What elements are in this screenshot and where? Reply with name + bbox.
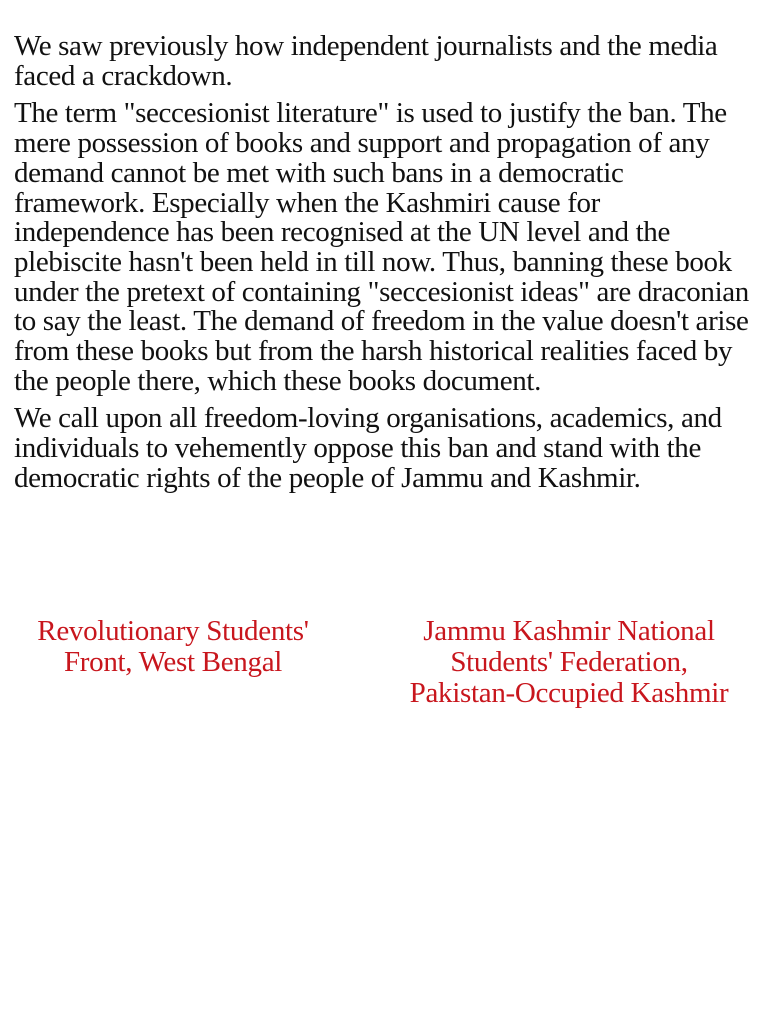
statement-body [14,32,754,502]
signatory-rsf-west-bengal [0,616,346,678]
signatory-line: Students' Federation, [450,646,688,678]
signatory-line: Jammu Kashmir National [423,615,715,647]
signatory-line: Pakistan-Occupied Kashmir [409,677,729,709]
paragraph-crackdown: We saw previously how independent journalists and the media faced a crackdown. [14,30,718,92]
signatory-line: Revolutionary Students' [37,615,309,647]
paragraph-ban-justification: The term "seccesionist literature" is used to justify the ban. The mere possession of books and support and propagation of any demand cannot be met with such bans in a democratic framework. Especially when the Kashmiri cause for independence has been recognised at the UN level and the plebiscite hasn't been held in till now. Thus, banning these book under the pretext of containing "seccesionist ideas" are draconian to say the least. The demand of freedom in the value doesn't arise from these books but from the harsh historical realities faced by the people there, which these books document. [14,97,749,397]
signatories [0,616,768,726]
signatory-jknsf-pok [384,616,754,709]
paragraph-call-to-action: We call upon all freedom-loving organisations, academics, and individuals to vehemently oppose this ban and stand with the democratic rights of the people of Jammu and Kashmir. [14,402,722,494]
signatory-line: Front, West Bengal [63,646,283,678]
